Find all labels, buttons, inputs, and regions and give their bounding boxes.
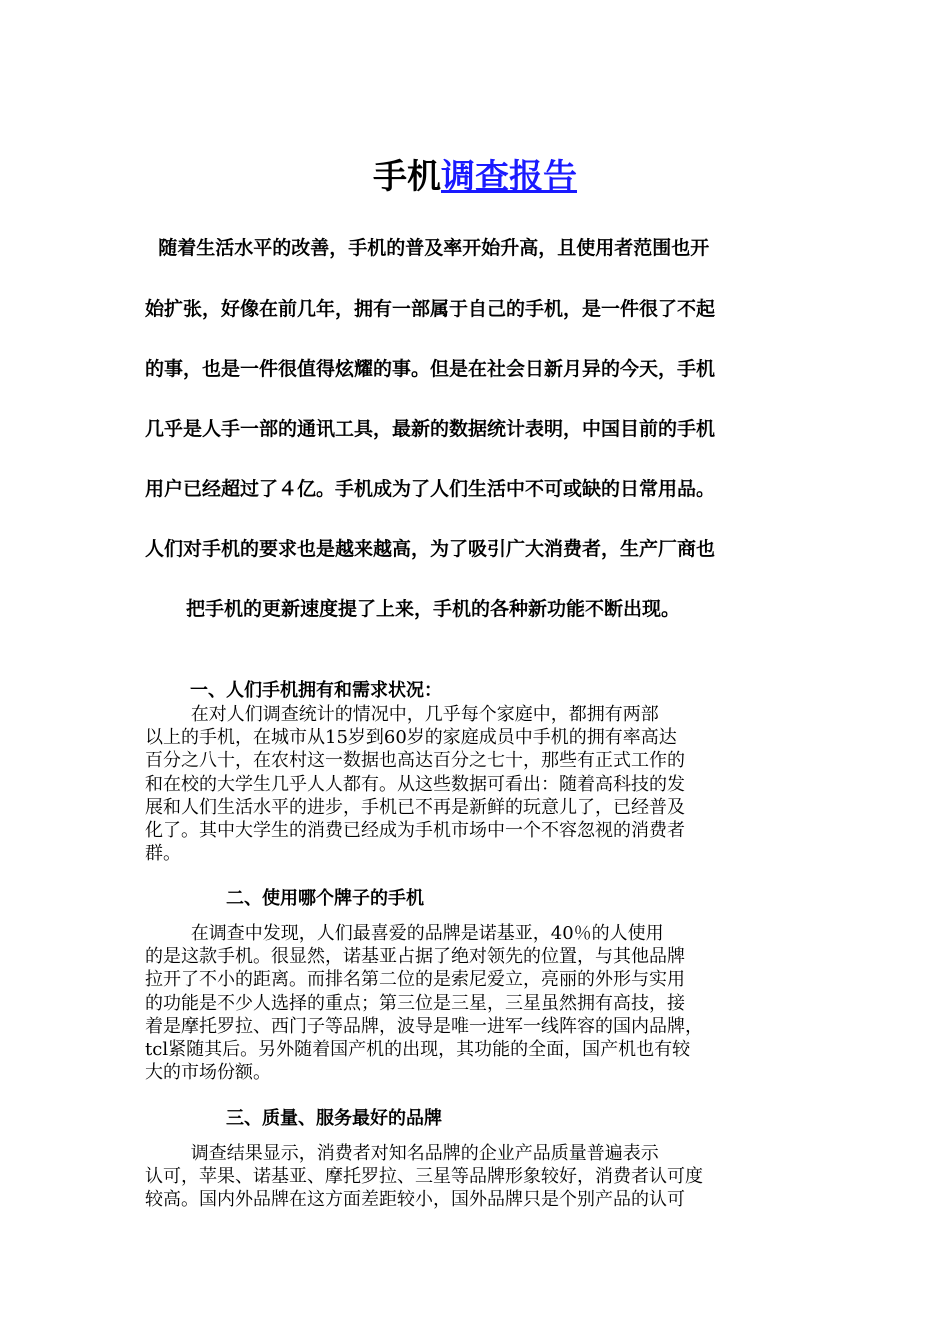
title-plain: 手机 [373,157,441,197]
intro-line: 用户已经超过了４亿。手机成为了人们生活中不可或缺的日常用品。 [145,478,716,500]
intro-line: 人们对手机的要求也是越来越高，为了吸引广大消费者，生产厂商也 [145,538,716,560]
section-paragraph-3 [145,1142,817,1212]
paragraph-line: 大的市场份额。 [145,1062,271,1084]
paragraph-line: 以上的手机，在城市从15岁到60岁的家庭成员中手机的拥有率高达 [145,727,677,749]
paragraph-line: 在对人们调查统计的情况中，几乎每个家庭中，都拥有两部 [145,704,659,725]
section-paragraph-1 [145,703,817,865]
paragraph-line: 群。 [145,843,181,865]
paragraph-line: 认可，苹果、诺基亚、摩托罗拉、三星等品牌形象较好，消费者认可度 [145,1166,703,1188]
intro-line: 把手机的更新速度提了上来，手机的各种新功能不断出现。 [186,598,681,620]
paragraph-line: 的是这款手机。很显然，诺基亚占据了绝对领先的位置，与其他品牌 [145,946,685,968]
intro-line: 始扩张，好像在前几年，拥有一部属于自己的手机，是一件很了不起 [145,298,716,320]
paragraph-line: 的功能是不少人选择的重点；第三位是三星，三星虽然拥有高技，接 [145,992,685,1014]
paragraph-line: tcl紧随其后。另外随着国产机的出现，其功能的全面，国产机也有较 [145,1039,691,1061]
intro-line: 几乎是人手一部的通讯工具，最新的数据统计表明，中国目前的手机 [145,418,716,440]
title-link[interactable]: 调查报告 [441,157,577,197]
paragraph-line: 展和人们生活水平的进步，手机已不再是新鲜的玩意儿了，已经普及 [145,796,685,818]
paragraph-line: 百分之八十，在农村这一数据也高达百分之七十，那些有正式工作的 [145,750,685,772]
section-heading-1: 一、人们手机拥有和需求状况： [190,680,442,701]
paragraph-line: 在调查中发现，人们最喜爱的品牌是诺基亚，40％的人使用 [145,923,664,944]
paragraph-line: 和在校的大学生几乎人人都有。从这些数据可看出：随着高科技的发 [145,773,685,795]
intro-line: 随着生活水平的改善，手机的普及率开始升高，且使用者范围也开 [145,237,710,259]
section-heading-3: 三、质量、服务最好的品牌 [226,1108,442,1129]
page-title [0,152,950,202]
paragraph-line: 着是摩托罗拉、西门子等品牌，波导是唯一进军一线阵容的国内品牌， [145,1015,703,1037]
section-paragraph-2 [145,922,817,1084]
intro-line: 的事，也是一件很值得炫耀的事。但是在社会日新月异的今天，手机 [145,358,716,380]
paragraph-line: 调查结果显示，消费者对知名品牌的企业产品质量普遍表示 [145,1143,659,1164]
paragraph-line: 拉开了不小的距离。而排名第二位的是索尼爱立，亮丽的外形与实用 [145,969,685,991]
paragraph-line: 化了。其中大学生的消费已经成为手机市场中一个不容忽视的消费者 [145,820,685,842]
paragraph-line: 较高。国内外品牌在这方面差距较小，国外品牌只是个别产品的认可 [145,1189,685,1211]
section-heading-2: 二、使用哪个牌子的手机 [226,888,424,909]
